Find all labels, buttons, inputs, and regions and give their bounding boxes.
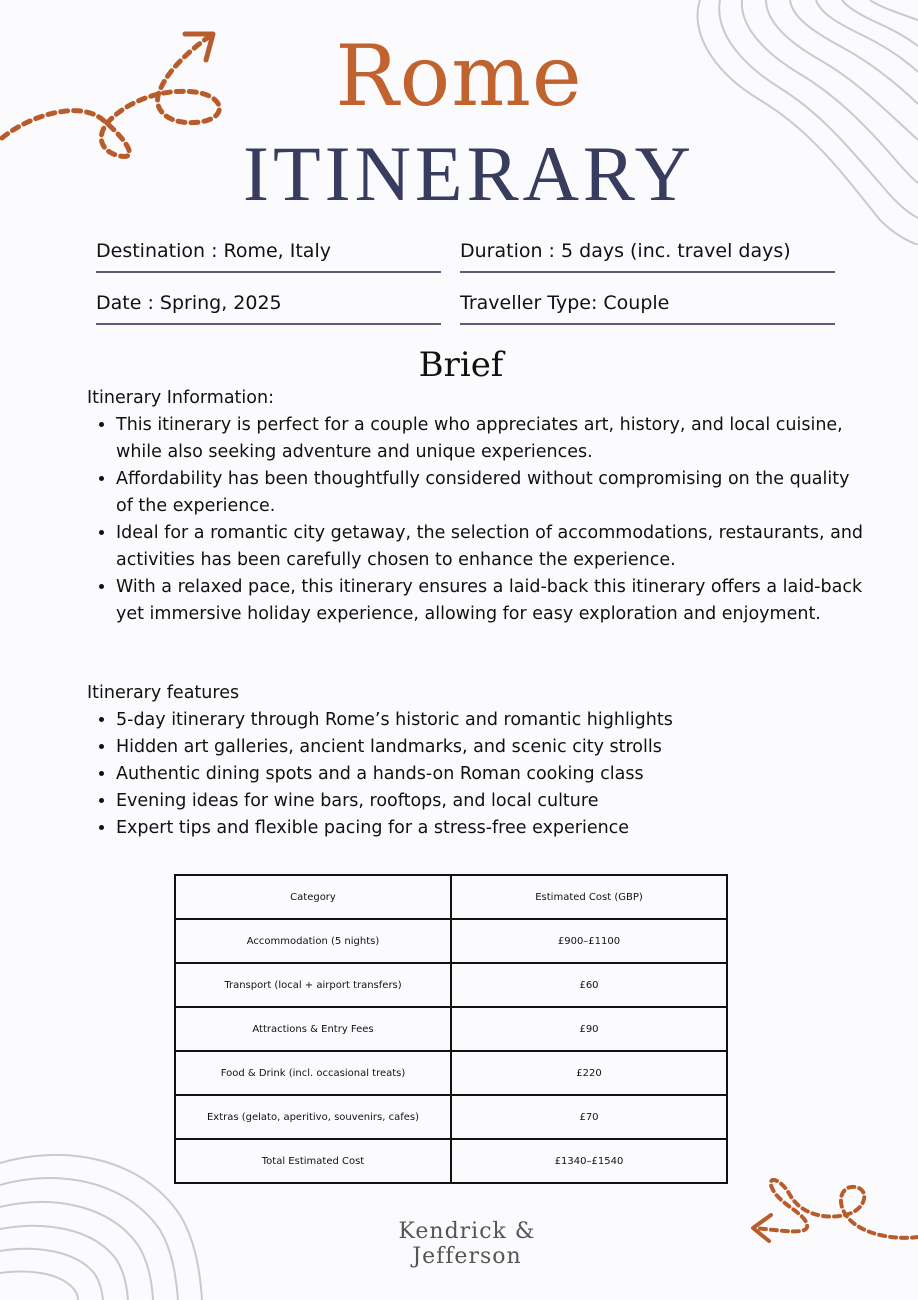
itinerary-features-heading: Itinerary features [87, 683, 240, 703]
list-item: • This itinerary is perfect for a couple who appreciates art, history, and local cuisine, while also seeking adventure and unique experiences. [116, 412, 866, 466]
brand-line-2: Jefferson [412, 1244, 522, 1269]
category-cell: Accommodation (5 nights) [175, 919, 451, 963]
itinerary-features-list [87, 707, 866, 842]
category-cell: Transport (local + airport transfers) [175, 963, 451, 1007]
brief-heading: Brief [418, 345, 504, 385]
category-cell: Total Estimated Cost [175, 1139, 451, 1183]
header-category: Category [175, 875, 451, 919]
list-item: • With a relaxed pace, this itinerary ensures a laid-back this itinerary offers a laid-back yet immersive holiday experience, allowing for easy exploration and enjoyment. [116, 574, 866, 628]
list-item: • Affordability has been thoughtfully considered without compromising on the quality of the experience. [116, 466, 866, 520]
category-cell: Food & Drink (incl. occasional treats) [175, 1051, 451, 1095]
brand-logo [0, 1219, 918, 1269]
cost-cell: £900–£1100 [451, 919, 727, 963]
title-rome: Rome [335, 27, 583, 125]
list-item: • 5-day itinerary through Rome’s historic and romantic highlights [116, 707, 866, 734]
cost-cell: £60 [451, 963, 727, 1007]
table-row-total [175, 1139, 727, 1183]
title-itinerary: ITINERARY [243, 130, 695, 217]
list-item: • Evening ideas for wine bars, rooftops, and local culture [116, 788, 866, 815]
table-row [175, 1007, 727, 1051]
table-header-row [175, 875, 727, 919]
cost-cell: £90 [451, 1007, 727, 1051]
traveller-type-field: Traveller Type: Couple [460, 290, 835, 325]
destination-field: Destination : Rome, Italy [96, 238, 441, 273]
cost-cell: £220 [451, 1051, 727, 1095]
category-cell: Extras (gelato, aperitivo, souvenirs, cafes) [175, 1095, 451, 1139]
cost-cell: £70 [451, 1095, 727, 1139]
table-row [175, 919, 727, 963]
table-row [175, 1095, 727, 1139]
list-item: • Ideal for a romantic city getaway, the selection of accommodations, restaurants, and activities has been carefully chosen to enhance the experience. [116, 520, 866, 574]
cost-cell: £1340–£1540 [451, 1139, 727, 1183]
duration-field: Duration : 5 days (inc. travel days) [460, 238, 835, 273]
table-row [175, 1051, 727, 1095]
list-item: • Hidden art galleries, ancient landmarks, and scenic city strolls [116, 734, 866, 761]
list-item: • Expert tips and flexible pacing for a stress-free experience [116, 815, 866, 842]
list-item: • Authentic dining spots and a hands-on Roman cooking class [116, 761, 866, 788]
brand-line-1: Kendrick & [398, 1219, 536, 1244]
table-row [175, 963, 727, 1007]
category-cell: Attractions & Entry Fees [175, 1007, 451, 1051]
header-estimated-cost: Estimated Cost (GBP) [451, 875, 727, 919]
cost-table [174, 874, 728, 1184]
date-field: Date : Spring, 2025 [96, 290, 441, 325]
itinerary-information-heading: Itinerary Information: [87, 388, 274, 408]
itinerary-information-list [87, 412, 866, 628]
